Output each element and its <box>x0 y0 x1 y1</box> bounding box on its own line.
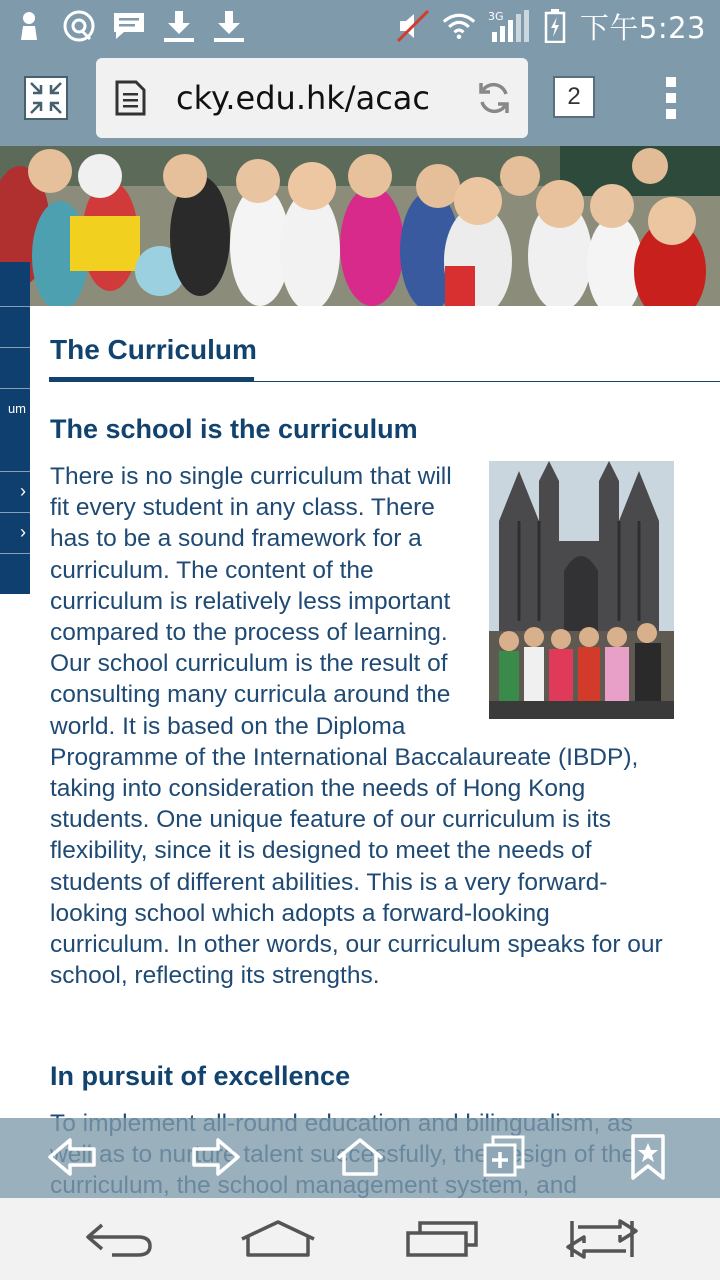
cathedral-photo <box>489 461 674 719</box>
nav-recents-icon[interactable] <box>402 1216 482 1262</box>
message-icon <box>112 9 146 43</box>
status-bar <box>0 0 720 52</box>
page-title: The Curriculum <box>50 334 257 365</box>
new-tab-icon[interactable] <box>476 1132 532 1182</box>
mute-icon <box>396 9 430 43</box>
hero-photo <box>0 146 720 306</box>
nav-home-icon[interactable] <box>238 1216 318 1262</box>
user-icon <box>12 9 46 43</box>
url-text[interactable]: cky.edu.hk/acac <box>176 79 430 117</box>
battery-charging-icon <box>542 9 568 43</box>
section-heading: The school is the curriculum <box>50 414 418 444</box>
address-bar[interactable] <box>96 58 528 138</box>
side-menu-item[interactable] <box>0 306 30 346</box>
browser-toolbar <box>0 52 720 146</box>
side-menu[interactable] <box>0 262 30 594</box>
signal-icon <box>488 9 530 43</box>
nav-back-icon[interactable] <box>78 1216 158 1262</box>
divider <box>49 381 720 382</box>
side-menu-item[interactable] <box>0 347 30 387</box>
wifi-icon <box>442 9 476 43</box>
browser-bottom-bar <box>0 1118 720 1198</box>
download-icon <box>212 9 246 43</box>
side-menu-item-curriculum[interactable]: um <box>0 388 30 428</box>
home-icon[interactable] <box>332 1132 388 1182</box>
nav-switch-icon[interactable] <box>562 1216 642 1262</box>
section-body-text: There is no single curriculum that will fit every student in any class. There has to be a sound framework for a curriculum. The content of the curriculum is relatively less important compared to the process of learning. Our school curriculum is the result of consulting many curricula around the world. It is based on the Diploma Programme of the International Baccalaureate (IBDP), taking into consideration the needs of Hong Kong students. One unique feature of our curriculum is its flexibility, since it is designed to meet the needs of students of different abilities. This is a very forward-looking school which adopts a forward-looking curriculum. In other words, our curriculum speaks for our school, reflecting its strengths. <box>50 463 663 990</box>
forward-arrow-icon[interactable] <box>188 1132 244 1182</box>
back-arrow-icon[interactable] <box>44 1132 100 1182</box>
side-menu-item-expand[interactable]: › <box>0 471 30 511</box>
clock: 下午5:23 <box>579 10 706 45</box>
android-nav-bar <box>0 1198 720 1280</box>
menu-icon[interactable] <box>656 70 686 126</box>
side-menu-item-expand[interactable]: › <box>0 512 30 552</box>
bookmark-icon[interactable] <box>620 1132 676 1182</box>
side-menu-item[interactable] <box>0 553 30 593</box>
refresh-icon[interactable] <box>474 78 514 118</box>
system-status <box>396 6 706 46</box>
section-body <box>50 461 674 991</box>
tab-switcher-button[interactable]: 2 <box>553 76 595 118</box>
app-icon <box>62 9 96 43</box>
page-icon <box>112 80 148 116</box>
collapse-icon[interactable] <box>22 74 70 122</box>
download-icon <box>162 9 196 43</box>
network-type-label: 3G <box>487 10 504 23</box>
notification-icons <box>12 6 246 46</box>
section-heading: In pursuit of excellence <box>50 1061 351 1091</box>
